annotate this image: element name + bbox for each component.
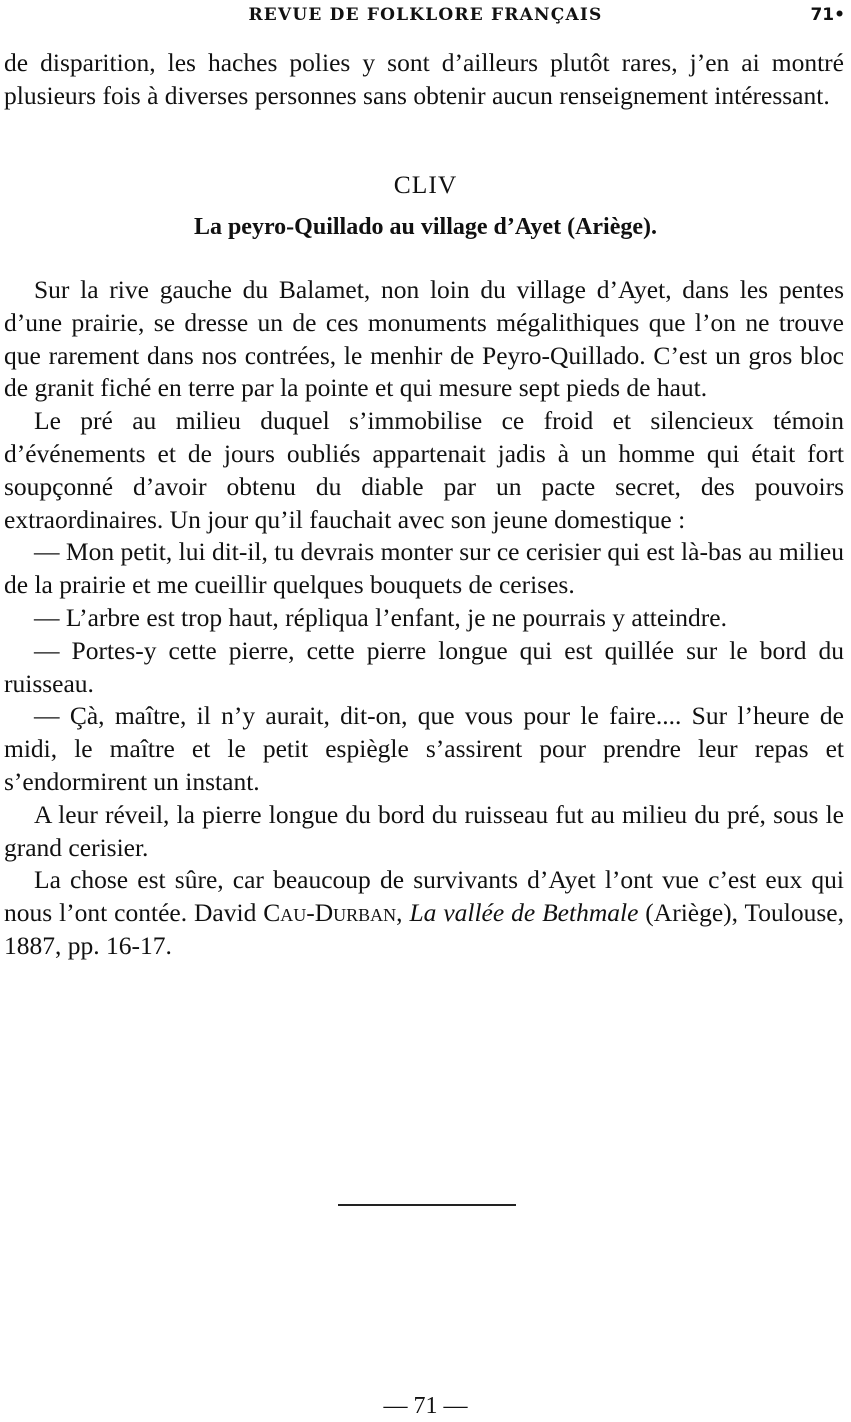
page-mark: 71• [810,5,845,25]
citation-text: La chose est sûre, car beaucoup de survivants d’Ayet l’ont vue c’est eux qui nous l’ont contée. David [4,865,844,928]
citation-author: Cau-Durban [263,898,397,928]
paragraph: Sur la rive gauche du Balamet, non loin du village d’Ayet, dans les pentes d’une prairie, se dresse un de ces monuments mégalithiques que l’on ne trouve que rarement dans nos contrées, le menhir de Peyro-Quillado. C’est un gros bloc de granit fiché en terre par la pointe et qui mesure sept pieds de haut. [4,275,844,403]
end-rule [338,1204,516,1206]
running-title: REVUE DE FOLKLORE FRANÇAIS [248,5,603,25]
paragraph: Le pré au milieu duquel s’immobilise ce froid et silencieux témoin d’événements et de jours oubliés appartenait jadis à un homme qui était fort soupçonné d’avoir obtenu du diable par un pacte secret, des pouvoirs extraordinaires. Un jour qu’il fauchait avec son jeune domestique : [4,406,844,534]
citation-work: La vallée de Bethmale [409,898,639,928]
article-body [4,274,844,963]
section-number: CLIV [393,170,458,199]
dialogue-paragraph: — L’arbre est trop haut, répliqua l’enfant, je ne pourrais y atteindre. [34,602,727,632]
citation-separator: , [396,898,410,928]
paragraph: A leur réveil, la pierre longue du bord du ruisseau fut au milieu du pré, sous le grand cerisier. [4,799,844,862]
continued-text-block [4,47,844,113]
citation-rest: (Ariège), Toulouse, 1887, pp. 16-17. [4,898,844,960]
dialogue-paragraph: — Portes-y cette pierre, cette pierre longue qui est quillée sur le bord du ruisseau. [4,635,844,698]
dialogue-paragraph: — Çà, maître, il n’y aurait, dit-on, que vous pour le faire.... Sur l’heure de midi, le maître et le petit espiègle s’assirent pour prendre leur repas et s’endormirent un instant. [4,701,844,796]
running-head [0,4,851,28]
page-folio: — 71 — [383,1393,468,1419]
continued-paragraph: de disparition, les haches polies y sont d’ailleurs plutôt rares, j’en ai montré plusieurs fois à diverses personnes sans obtenir aucun renseignement intéressant. [4,48,844,110]
dialogue-paragraph: — Mon petit, lui dit-il, tu devrais monter sur ce cerisier qui est là-bas au milieu de la prairie et me cueillir quelques bouquets de cerises. [4,537,844,600]
section-title: La peyro-Quillado au village d’Ayet (Ariège). [193,214,658,240]
citation-paragraph [4,864,844,962]
